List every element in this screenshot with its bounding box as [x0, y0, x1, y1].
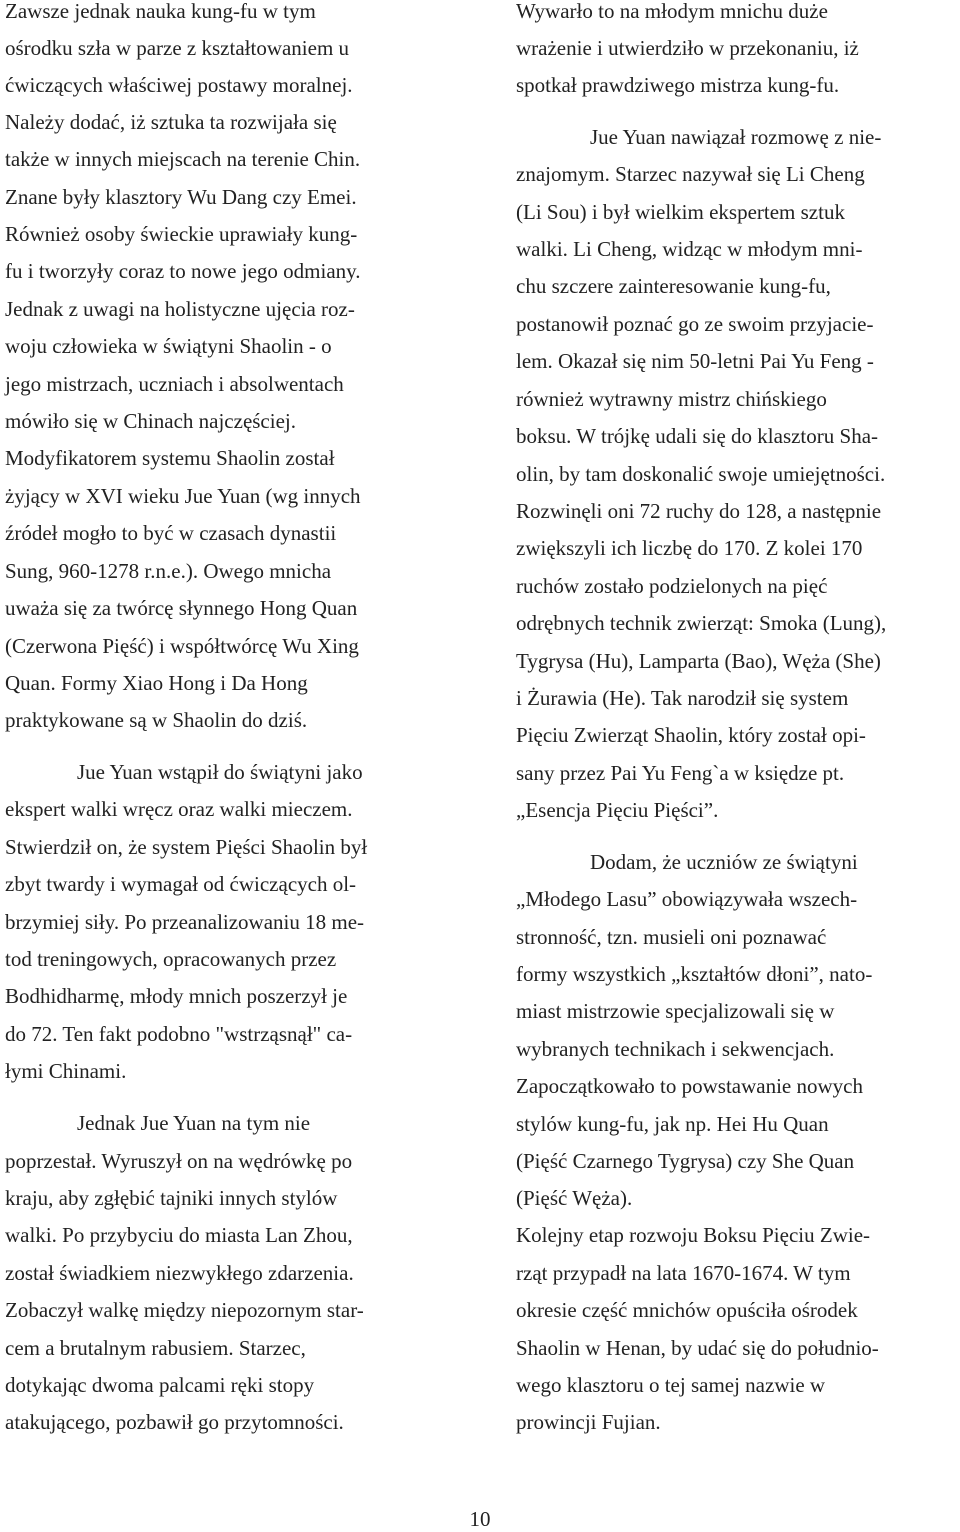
text-line: wego klasztoru o tej samej nazwie w [516, 1373, 826, 1397]
text-line: łymi Chinami. [5, 1059, 127, 1083]
text-line: ruchów zostało podzielonych na pięć [516, 574, 828, 598]
text-line: został świadkiem niezwykłego zdarzenia. [5, 1261, 354, 1285]
text-line: Zapoczątkowało to powstawanie nowych [516, 1074, 863, 1098]
text-line: atakującego, pozbawił go przytomności. [5, 1410, 344, 1434]
text-line: sany przez Pai Yu Feng`a w księdze pt. [516, 761, 845, 785]
text-line: źródeł mogło to być w czasach dynastii [5, 521, 337, 545]
text-line: kraju, aby zgłębić tajniki innych stylów [5, 1186, 338, 1210]
text-line: mówiło się w Chinach najczęściej. [5, 409, 296, 433]
text-line: Zawsze jednak nauka kung-fu w tym [5, 0, 316, 23]
text-line: (Pięść Węża). [516, 1186, 633, 1210]
text-line: praktykowane są w Shaolin do dziś. [5, 708, 308, 732]
text-line: także w innych miejscach na terenie Chin. [5, 147, 361, 171]
text-line: rząt przypadł na lata 1670-1674. W tym [516, 1261, 851, 1285]
page-number: 10 [469, 1507, 491, 1531]
text-line: Modyfikatorem systemu Shaolin został [5, 446, 335, 470]
text-line: znajomym. Starzec nazywał się Li Cheng [516, 162, 865, 186]
text-line: boksu. W trójkę udali się do klasztoru Sha- [516, 424, 879, 448]
text-line: Pięciu Zwierząt Shaolin, który został opi- [516, 723, 866, 747]
text-line: odrębnych technik zwierząt: Smoka (Lung), [516, 611, 887, 635]
text-line: wybranych technikach i sekwencjach. [516, 1037, 835, 1061]
text-line: Sung, 960-1278 r.n.e.). Owego mnicha [5, 559, 332, 583]
text-line: Jue Yuan wstąpił do świątyni jako [77, 760, 363, 784]
text-line: postanowił poznać go ze swoim przyjacie- [516, 312, 874, 336]
text-line: jego mistrzach, uczniach i absolwentach [5, 372, 344, 396]
text-line: żyjący w XVI wieku Jue Yuan (wg innych [5, 484, 361, 508]
text-line: zwiększyli ich liczbę do 170. Z kolei 170 [516, 536, 863, 560]
text-line: Shaolin w Henan, by udać się do południo- [516, 1336, 879, 1360]
text-line: prowincji Fujian. [516, 1410, 661, 1434]
text-line: Znane były klasztory Wu Dang czy Emei. [5, 185, 357, 209]
text-line: Rozwinęli oni 72 ruchy do 128, a następnie [516, 499, 882, 523]
text-line: „Młodego Lasu” obowiązywała wszech- [516, 887, 858, 911]
text-line: Tygrysa (Hu), Lamparta (Bao), Węża (She) [516, 649, 881, 673]
text-line: ekspert walki wręcz oraz walki mieczem. [5, 797, 353, 821]
text-line: walki. Po przybyciu do miasta Lan Zhou, [5, 1223, 353, 1247]
text-line: dotykając dwoma palcami ręki stopy [5, 1373, 315, 1397]
text-line: miast mistrzowie specjalizowali się w [516, 999, 835, 1023]
text-line: stronność, tzn. musieli oni poznawać [516, 925, 827, 949]
text-line: Zobaczył walkę między niepozornym star- [5, 1298, 364, 1322]
text-line: lem. Okazał się nim 50-letni Pai Yu Feng - [516, 349, 874, 373]
text-line: poprzestał. Wyruszył on na wędrówkę po [5, 1149, 353, 1173]
text-line: spotkał prawdziwego mistrza kung-fu. [516, 73, 840, 97]
text-line: Jednak z uwagi na holistyczne ujęcia roz- [5, 297, 355, 321]
text-line: ośrodku szła w parze z kształtowaniem u [5, 36, 350, 60]
text-line: woju człowieka w świątyni Shaolin - o [5, 334, 332, 358]
text-line: Kolejny etap rozwoju Boksu Pięciu Zwie- [516, 1223, 871, 1247]
text-line: formy wszystkich „kształtów dłoni”, nato- [516, 962, 873, 986]
text-line: Jue Yuan nawiązał rozmowę z nie- [590, 125, 882, 149]
text-line: Należy dodać, iż sztuka ta rozwijała się [5, 110, 337, 134]
text-line: Quan. Formy Xiao Hong i Da Hong [5, 671, 308, 695]
text-line: ćwiczących właściwej postawy moralnej. [5, 73, 353, 97]
text-line: Jednak Jue Yuan na tym nie [77, 1111, 311, 1135]
text-line: wrażenie i utwierdziło w przekonaniu, iż [516, 36, 859, 60]
text-line: okresie część mnichów opuściła ośrodek [516, 1298, 858, 1322]
text-line: do 72. Ten fakt podobno "wstrząsnął" ca- [5, 1022, 353, 1046]
text-line: (Czerwona Pięść) i współtwórcę Wu Xing [5, 634, 359, 658]
text-line: tod treningowych, opracowanych przez [5, 947, 337, 971]
text-line: Wywarło to na młodym mnichu duże [516, 0, 828, 23]
text-line: chu szczere zainteresowanie kung-fu, [516, 274, 831, 298]
text-line: „Esencja Pięciu Pięści”. [516, 798, 719, 822]
text-line: zbyt twardy i wymagał od ćwiczących ol- [5, 872, 357, 896]
text-line: Stwierdził on, że system Pięści Shaolin był [5, 835, 368, 859]
text-line: brzymiej siły. Po przeanalizowaniu 18 me- [5, 910, 365, 934]
text-line: również wytrawny mistrz chińskiego [516, 387, 827, 411]
text-line: (Li Sou) i był wielkim ekspertem sztuk [516, 200, 845, 224]
text-line: uważa się za twórcę słynnego Hong Quan [5, 596, 358, 620]
text-line: stylów kung-fu, jak np. Hei Hu Quan [516, 1112, 829, 1136]
text-line: Dodam, że uczniów ze świątyni [590, 850, 858, 874]
text-line: Również osoby świeckie uprawiały kung- [5, 222, 358, 246]
text-line: Bodhidharmę, młody mnich poszerzył je [5, 984, 348, 1008]
text-line: olin, by tam doskonalić swoje umiejętności. [516, 462, 886, 486]
text-line: cem a brutalnym rabusiem. Starzec, [5, 1336, 306, 1360]
text-line: (Pięść Czarnego Tygrysa) czy She Quan [516, 1149, 855, 1173]
text-line: i Żurawia (He). Tak narodził się system [516, 686, 849, 710]
text-line: fu i tworzyły coraz to nowe jego odmiany. [5, 259, 361, 283]
text-line: walki. Li Cheng, widząc w młodym mni- [516, 237, 863, 261]
